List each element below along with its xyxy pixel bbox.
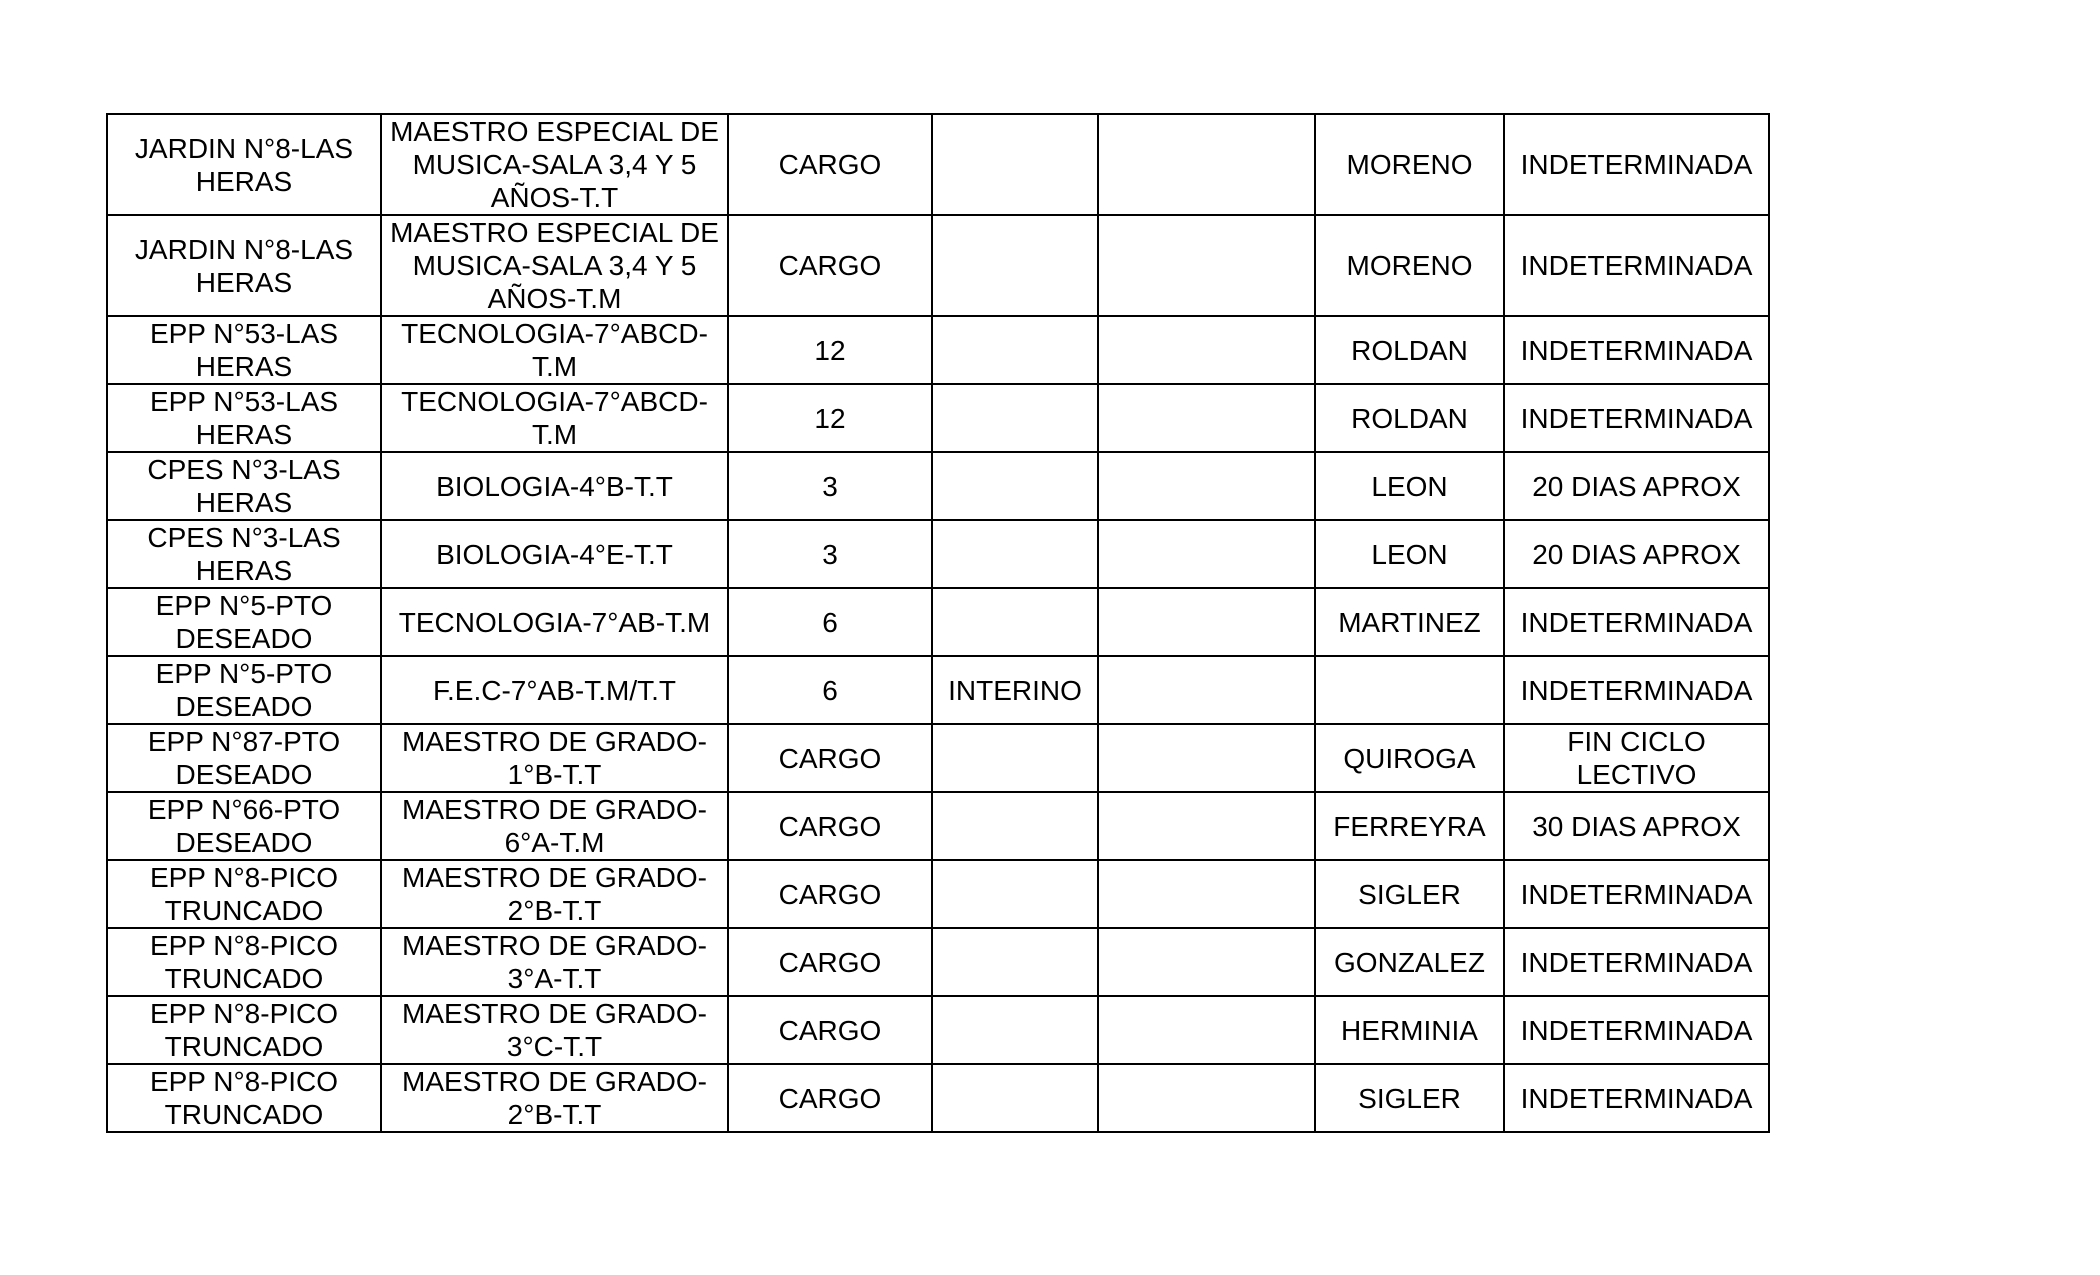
cell-name: MORENO (1315, 215, 1504, 316)
cell-status: INTERINO (932, 656, 1098, 724)
cell-name (1315, 656, 1504, 724)
cell-position: MAESTRO DE GRADO-3°A-T.T (381, 928, 728, 996)
cell-status (932, 588, 1098, 656)
cell-status (932, 860, 1098, 928)
cell-school: EPP N°8-PICO TRUNCADO (107, 1064, 381, 1132)
cell-hours: 12 (728, 316, 932, 384)
cell-name: SIGLER (1315, 860, 1504, 928)
cell-duration: INDETERMINADA (1504, 1064, 1769, 1132)
table-row (107, 114, 1769, 215)
cell-extra (1098, 215, 1315, 316)
cell-position: MAESTRO ESPECIAL DE MUSICA-SALA 3,4 Y 5 AÑOS-T.M (381, 215, 728, 316)
cell-position: TECNOLOGIA-7°AB-T.M (381, 588, 728, 656)
cell-name: FERREYRA (1315, 792, 1504, 860)
cell-school: EPP N°53-LAS HERAS (107, 384, 381, 452)
cell-hours: CARGO (728, 1064, 932, 1132)
cell-duration: INDETERMINADA (1504, 114, 1769, 215)
cell-duration: FIN CICLO LECTIVO (1504, 724, 1769, 792)
cell-status (932, 792, 1098, 860)
cell-extra (1098, 860, 1315, 928)
cell-name: LEON (1315, 520, 1504, 588)
table-row (107, 520, 1769, 588)
cell-position: MAESTRO DE GRADO-6°A-T.M (381, 792, 728, 860)
cell-extra (1098, 792, 1315, 860)
cell-name: ROLDAN (1315, 384, 1504, 452)
cell-hours: CARGO (728, 928, 932, 996)
cell-duration: INDETERMINADA (1504, 588, 1769, 656)
cell-duration: 20 DIAS APROX (1504, 520, 1769, 588)
cell-position: MAESTRO DE GRADO-1°B-T.T (381, 724, 728, 792)
cell-hours: 3 (728, 520, 932, 588)
table-row (107, 656, 1769, 724)
table-row (107, 384, 1769, 452)
cell-position: BIOLOGIA-4°E-T.T (381, 520, 728, 588)
cell-hours: 6 (728, 588, 932, 656)
table-row (107, 792, 1769, 860)
table-row (107, 452, 1769, 520)
cell-position: BIOLOGIA-4°B-T.T (381, 452, 728, 520)
cell-position: TECNOLOGIA-7°ABCD-T.M (381, 384, 728, 452)
cell-school: EPP N°8-PICO TRUNCADO (107, 860, 381, 928)
cell-name: HERMINIA (1315, 996, 1504, 1064)
cell-hours: CARGO (728, 792, 932, 860)
table-row (107, 215, 1769, 316)
cell-extra (1098, 588, 1315, 656)
cell-duration: INDETERMINADA (1504, 656, 1769, 724)
cell-school: EPP N°8-PICO TRUNCADO (107, 928, 381, 996)
table-body (107, 114, 1769, 1132)
cell-position: MAESTRO DE GRADO-2°B-T.T (381, 860, 728, 928)
cell-extra (1098, 114, 1315, 215)
cell-duration: INDETERMINADA (1504, 860, 1769, 928)
cell-extra (1098, 724, 1315, 792)
cell-status (932, 384, 1098, 452)
cell-hours: CARGO (728, 724, 932, 792)
cell-name: GONZALEZ (1315, 928, 1504, 996)
cell-position: MAESTRO ESPECIAL DE MUSICA-SALA 3,4 Y 5 AÑOS-T.T (381, 114, 728, 215)
cell-hours: CARGO (728, 860, 932, 928)
cell-position: TECNOLOGIA-7°ABCD-T.M (381, 316, 728, 384)
cell-status (932, 215, 1098, 316)
cell-school: EPP N°87-PTO DESEADO (107, 724, 381, 792)
cell-status (932, 452, 1098, 520)
table-row (107, 996, 1769, 1064)
table-row (107, 1064, 1769, 1132)
cell-school: CPES N°3-LAS HERAS (107, 452, 381, 520)
cell-name: MORENO (1315, 114, 1504, 215)
table-row (107, 588, 1769, 656)
cell-school: EPP N°8-PICO TRUNCADO (107, 996, 381, 1064)
cell-extra (1098, 928, 1315, 996)
table-row (107, 724, 1769, 792)
cell-extra (1098, 316, 1315, 384)
cell-status (932, 996, 1098, 1064)
cell-duration: INDETERMINADA (1504, 928, 1769, 996)
cell-hours: CARGO (728, 114, 932, 215)
cell-name: MARTINEZ (1315, 588, 1504, 656)
cell-school: EPP N°66-PTO DESEADO (107, 792, 381, 860)
cell-duration: 20 DIAS APROX (1504, 452, 1769, 520)
cell-school: CPES N°3-LAS HERAS (107, 520, 381, 588)
cell-hours: 6 (728, 656, 932, 724)
cell-school: JARDIN N°8-LAS HERAS (107, 114, 381, 215)
cell-status (932, 1064, 1098, 1132)
cell-hours: CARGO (728, 215, 932, 316)
cell-duration: INDETERMINADA (1504, 215, 1769, 316)
cell-status (932, 928, 1098, 996)
cell-status (932, 316, 1098, 384)
cell-name: QUIROGA (1315, 724, 1504, 792)
cell-status (932, 520, 1098, 588)
cell-name: LEON (1315, 452, 1504, 520)
cell-school: EPP N°53-LAS HERAS (107, 316, 381, 384)
cell-duration: INDETERMINADA (1504, 316, 1769, 384)
table-row (107, 860, 1769, 928)
table-row (107, 316, 1769, 384)
cell-hours: 3 (728, 452, 932, 520)
cell-status (932, 724, 1098, 792)
cell-position: MAESTRO DE GRADO-3°C-T.T (381, 996, 728, 1064)
cell-extra (1098, 656, 1315, 724)
cell-position: MAESTRO DE GRADO-2°B-T.T (381, 1064, 728, 1132)
cell-extra (1098, 452, 1315, 520)
cell-extra (1098, 1064, 1315, 1132)
cell-extra (1098, 520, 1315, 588)
cell-name: SIGLER (1315, 1064, 1504, 1132)
cell-duration: 30 DIAS APROX (1504, 792, 1769, 860)
cell-extra (1098, 996, 1315, 1064)
cell-school: EPP N°5-PTO DESEADO (107, 656, 381, 724)
cell-status (932, 114, 1098, 215)
cell-name: ROLDAN (1315, 316, 1504, 384)
cell-duration: INDETERMINADA (1504, 996, 1769, 1064)
vacancies-table (106, 113, 1770, 1133)
cell-school: EPP N°5-PTO DESEADO (107, 588, 381, 656)
cell-hours: 12 (728, 384, 932, 452)
cell-duration: INDETERMINADA (1504, 384, 1769, 452)
cell-school: JARDIN N°8-LAS HERAS (107, 215, 381, 316)
cell-extra (1098, 384, 1315, 452)
table-row (107, 928, 1769, 996)
cell-hours: CARGO (728, 996, 932, 1064)
cell-position: F.E.C-7°AB-T.M/T.T (381, 656, 728, 724)
